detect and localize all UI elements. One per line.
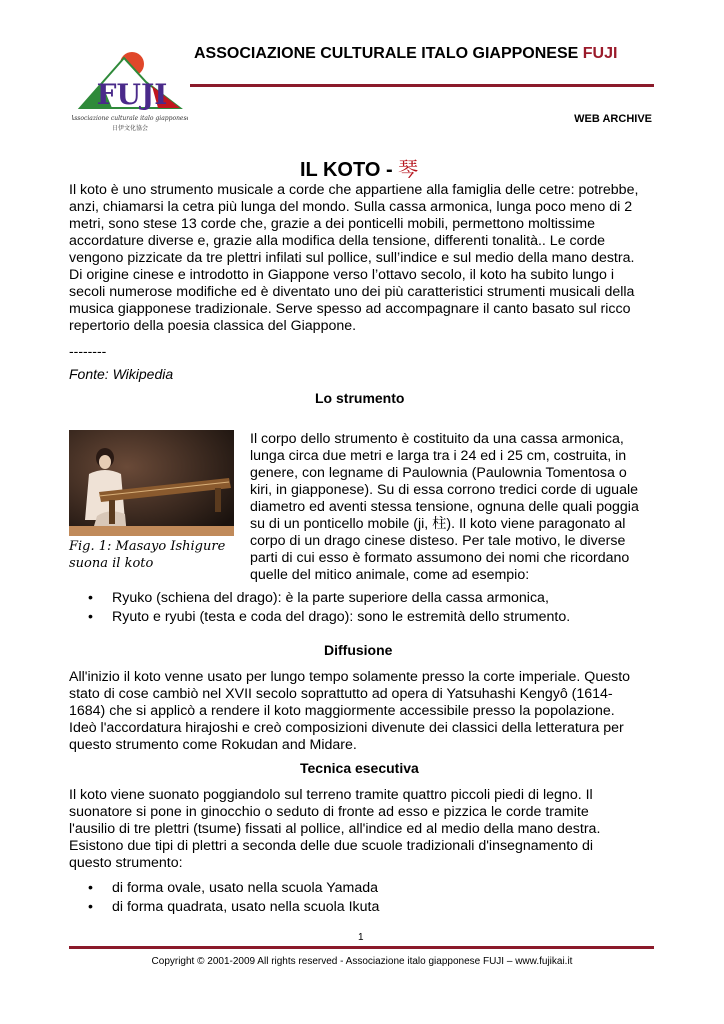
logo-subcaption: 日伊文化協会 [111,125,149,132]
page-title-text: IL KOTO - [300,159,399,181]
section-heading-tecnica: Tecnica esecutiva [300,760,419,776]
list-item: • Ryuto e ryubi (testa e coda del drago): sono le estremità dello strumento. [88,608,570,627]
koto-player-photo [69,430,234,536]
intro-line: secoli numerose modifiche ed è diventato uno dei più caratteristici strumenti musicali della [69,284,635,300]
diffusione-line: stato di cose cambiò nel XVII secolo soprattutto ad opera di Yatsuhashi Kengyô (1614- [69,686,613,702]
intro-line: metri, sono stese 13 corde che, grazie a dei ponticelli mobili, permettono moltissime [69,216,595,232]
diffusione-line: 1684) che si applicò a rendere il koto maggiormente accessibile presso la popolazione. [69,703,615,719]
diffusione-line: Ideò l'accordatura hirajoshi e creò composizioni divenute dei classici della letteratura per [69,720,624,736]
figure-caption-line: suona il koto [69,556,154,571]
intro-line: anzi, chiamarsi la cetra più lunga del mondo. Sulla cassa armonica, lunga poco meno di 2 [69,199,633,215]
logo-fuji-text: FUJI [96,78,168,111]
strumento-line: Il corpo dello strumento è costituito da una cassa armonica, [250,431,624,447]
strumento-line: quelle del mitico animale, come ad esempio: [250,567,530,583]
separator: -------- [69,343,107,359]
strumento-line: parti di cui esso è formato assumono dei nomi che ricordano [250,550,630,566]
intro-line: vengono pizzicate da tre plettri infilati sul pollice, sull’indice e sul medio della mano destra. [69,250,635,266]
strumento-line: kiri, in giapponese). Su di essa corrono tredici corde di uguale [250,482,639,498]
fuji-logo [72,46,188,142]
header-rule [190,84,654,87]
tecnica-line: l'ausilio di tre plettri (tsume) fissati al pollice, all'indice ed al medio della mano destra. [69,821,601,837]
strumento-line: genere, con legname di Paulownia (Paulownia Tomentosa o [250,465,627,481]
diffusione-line: All'inizio il koto venne usato per lungo tempo solamente presso la corte imperiale. Questo [69,669,631,685]
strumento-bullet-list [88,589,570,627]
list-item: • Ryuko (schiena del drago): è la parte superiore della cassa armonica, [88,589,570,608]
web-archive-label: WEB ARCHIVE [574,113,652,125]
figure-caption-line: Fig. 1: Masayo Ishigure [69,539,226,554]
strumento-line: diametro ed aventi stessa tensione, ognuna delle quali poggia [250,499,639,515]
page-number: 1 [358,932,364,943]
intro-paragraph [69,182,659,335]
page-title [300,153,418,182]
tecnica-bullet-list [88,879,379,917]
list-item: • di forma quadrata, usato nella scuola Ikuta [88,898,379,917]
intro-line: musica giapponese tradizionale. Serve spesso ad accompagnare il canto basato sul ricco [69,301,631,317]
diffusione-paragraph [69,669,659,754]
tecnica-line: Esistono due tipi di plettri a seconda delle due scuole tradizionali d'insegnamento di [69,838,594,854]
strumento-line: su di un ponticello mobile (ji, 柱). Il koto viene paragonato al [250,516,626,532]
tecnica-line: Il koto viene suonato poggiandolo sul terreno tramite quattro piccoli piedi di legno. Il [69,787,593,803]
page-title-kanji: 琴 [398,157,419,181]
section-heading-diffusione: Diffusione [324,642,393,658]
figure-caption [69,538,239,572]
tecnica-line: suonatore si pone in ginocchio o seduto di fronte ad esso e pizzica le corde tramite [69,804,589,820]
strumento-paragraph [250,431,660,584]
intro-line: repertorio della poesia classica del Giappone. [69,318,357,334]
tecnica-line: questo strumento: [69,855,183,871]
header-title-main: ASSOCIAZIONE CULTURALE ITALO GIAPPONESE [194,45,579,62]
list-item: • di forma ovale, usato nella scuola Yamada [88,879,379,898]
intro-line: Di origine cinese e introdotto in Giappone verso l’ottavo secolo, il koto ha subito lungo i [69,267,614,283]
logo-caption: Associazione culturale italo giapponese [72,115,188,122]
footer-copyright: Copyright © 2001-2009 All rights reserved - Associazione italo giapponese FUJI – www.fujikai.it [151,956,573,967]
header-title [194,45,617,63]
diffusione-line: questo strumento come Rokudan and Midare. [69,737,357,753]
source-note: Fonte: Wikipedia [69,366,174,382]
header-title-accent: FUJI [582,45,618,62]
intro-line: accordature diverse e, grazie alla modifica della tensione, differenti tonalità.. Le corde [69,233,606,249]
section-heading-strumento: Lo strumento [315,390,405,406]
footer-rule [69,946,654,949]
strumento-line: corpo di un drago cinese disteso. Per tale motivo, le diverse [250,533,626,549]
strumento-line: lunga circa due metri e larga tra i 24 ed i 25 cm, costruita, in [250,448,627,464]
tecnica-paragraph [69,787,659,872]
intro-line: Il koto è uno strumento musicale a corde che appartiene alla famiglia delle cetre: potrebbe, [69,182,639,198]
